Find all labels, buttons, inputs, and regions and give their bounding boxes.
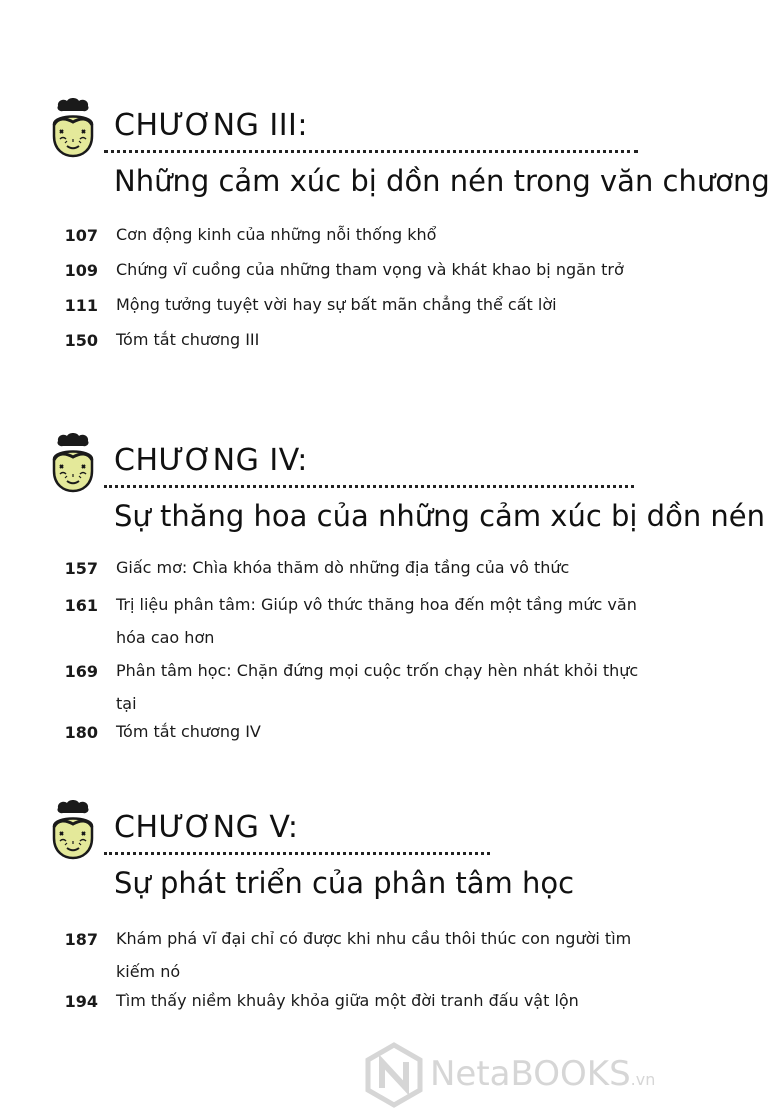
head-icon: [48, 800, 98, 860]
head-icon: [48, 98, 98, 158]
chapter-3: [0, 98, 770, 368]
watermark-suffix: .vn: [630, 1070, 656, 1089]
page-number: 107: [64, 226, 98, 245]
entry-title: Trị liệu phân tâm: Giúp vô thức thăng hoa đến một tầng mức văn hóa cao hơn: [116, 595, 637, 647]
page-number: 109: [64, 261, 98, 280]
head-icon: [48, 433, 98, 493]
entry-title: Giấc mơ: Chìa khóa thăm dò những địa tầng của vô thức: [116, 558, 570, 577]
chapter-header: [48, 433, 648, 493]
page-number: 169: [64, 662, 98, 681]
chapter-header: [48, 800, 648, 860]
entry-title: Tóm tắt chương III: [116, 330, 260, 349]
page-number: 161: [64, 596, 98, 615]
entry-title: Mộng tưởng tuyệt vời hay sự bất mãn chẳng thể cất lời: [116, 295, 557, 314]
chapter-4: [0, 433, 766, 753]
entry-title: Phân tâm học: Chặn đứng mọi cuộc trốn chạy hèn nhát khỏi thực tại: [116, 661, 639, 713]
chapter-label: CHƯƠNG V:: [114, 810, 299, 845]
chapter-title: Những cảm xúc bị dồn nén trong văn chương: [114, 164, 770, 198]
page-number: 157: [64, 559, 98, 578]
entry-title: Tóm tắt chương IV: [116, 722, 261, 741]
watermark-brand: NetaBOOKS: [430, 1054, 631, 1094]
chapter-title: Sự thăng hoa của những cảm xúc bị dồn nén: [114, 499, 766, 533]
chapter-rule: [104, 485, 634, 488]
page-number: 180: [64, 723, 98, 742]
chapter-header: [48, 98, 648, 158]
entry-title: Cơn động kinh của những nỗi thống khổ: [116, 225, 437, 244]
chapter-5: [0, 800, 700, 1020]
netabooks-logo-icon: [364, 1042, 424, 1108]
page-number: 187: [64, 930, 98, 949]
entry-title: Khám phá vĩ đại chỉ có được khi nhu cầu thôi thúc con người tìm kiếm nó: [116, 929, 632, 981]
chapter-label: CHƯƠNG IV:: [114, 443, 308, 478]
page-number: 194: [64, 992, 98, 1011]
watermark-text: [430, 1054, 655, 1094]
chapter-title: Sự phát triển của phân tâm học: [114, 866, 575, 900]
chapter-rule: [104, 150, 638, 153]
chapter-label: CHƯƠNG III:: [114, 108, 309, 143]
entry-title: Tìm thấy niềm khuây khỏa giữa một đời tranh đấu vật lộn: [116, 991, 579, 1010]
page-number: 150: [64, 331, 98, 350]
entry-title: Chứng vĩ cuồng của những tham vọng và khát khao bị ngăn trở: [116, 260, 624, 279]
netabooks-watermark: [364, 1042, 694, 1108]
chapter-rule: [104, 852, 490, 855]
page-number: 111: [64, 296, 98, 315]
